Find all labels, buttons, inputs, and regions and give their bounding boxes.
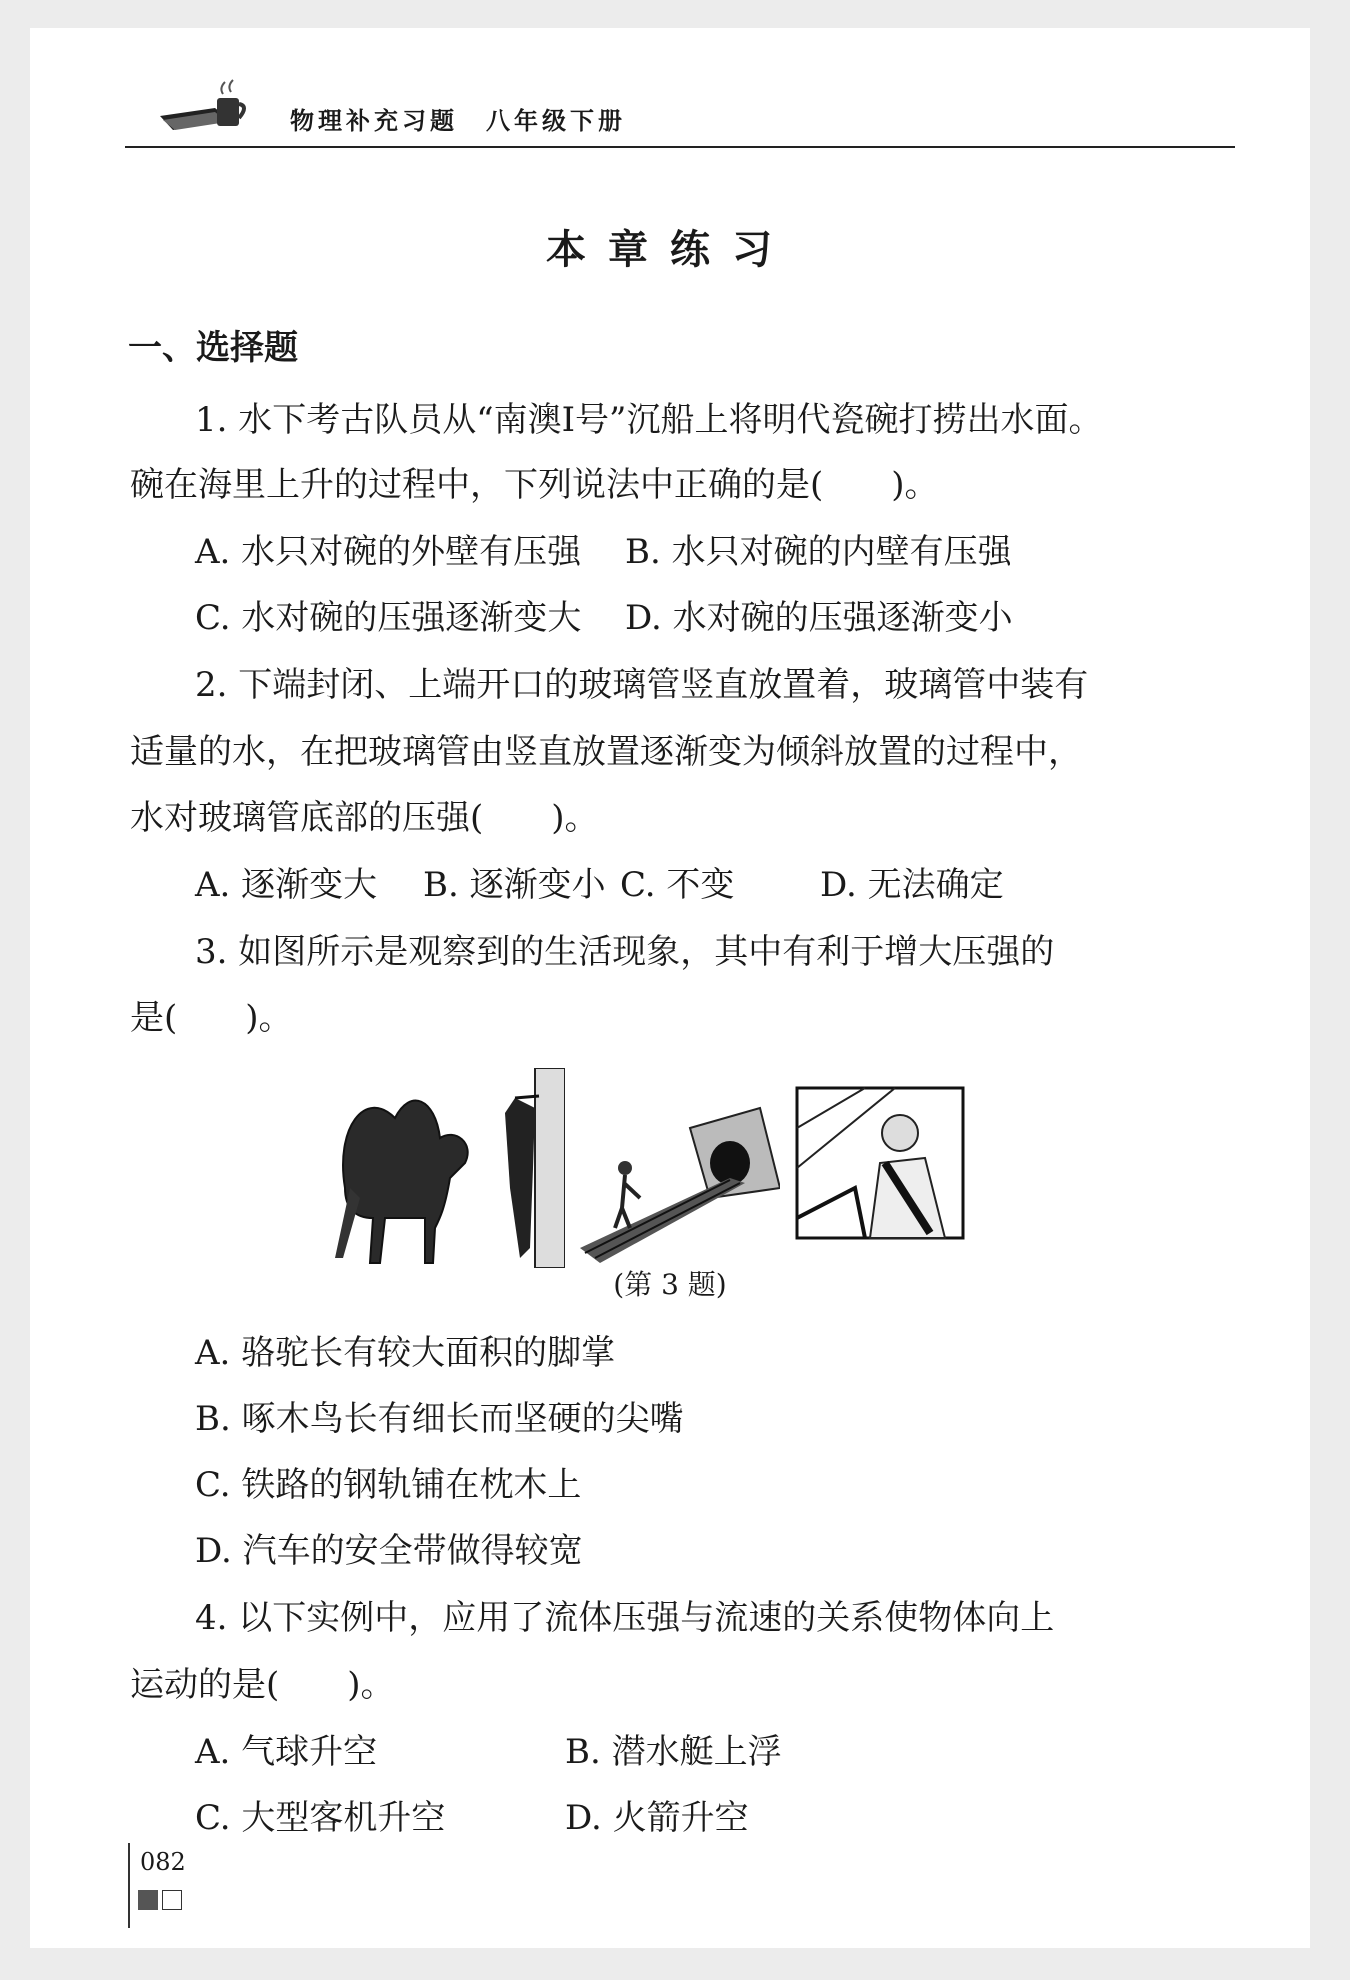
q3-option-a: A. 骆驼长有较大面积的脚掌 (195, 1333, 616, 1373)
q4-option-a: A. 气球升空 (195, 1732, 378, 1772)
q2-stem-line3: 水对玻璃管底部的压强( )。 (130, 798, 599, 838)
page-header (125, 73, 1235, 148)
q1-stem-line2: 碗在海里上升的过程中，下列说法中正确的是( )。 (130, 465, 939, 505)
book-cup-logo-icon (155, 78, 265, 138)
section-heading: 一、选择题 (128, 328, 298, 368)
q2-option-b: B. 逐渐变小 (423, 865, 606, 905)
page-number: 082 (140, 1848, 186, 1876)
q3-figure-caption: (第 3 题) (613, 1268, 727, 1301)
header-title: 物理补充习题 八年级下册 (290, 107, 626, 135)
q2-stem-line1: 2. 下端封闭、上端开口的玻璃管竖直放置着，玻璃管中装有 (195, 665, 1089, 705)
q2-option-c: C. 不变 (620, 865, 735, 905)
page-number-bar (128, 1843, 130, 1928)
q1-option-b: B. 水只对碗的内壁有压强 (625, 532, 1012, 572)
q1-stem-line1: 1. 水下考古队员从“南澳Ⅰ号”沉船上将明代瓷碗打捞出水面。 (195, 400, 1103, 440)
q3-figure-row (325, 1068, 1065, 1268)
filled-square-icon (138, 1890, 158, 1910)
q1-option-c: C. 水对碗的压强逐渐变大 (195, 598, 582, 638)
car-seatbelt-illustration (795, 1068, 965, 1268)
q4-option-b: B. 潜水艇上浮 (565, 1732, 782, 1772)
page (30, 28, 1310, 1948)
q4-stem-line2: 运动的是( )。 (130, 1665, 395, 1705)
woodpecker-illustration (495, 1068, 565, 1268)
q3-option-d: D. 汽车的安全带做得较宽 (195, 1531, 583, 1571)
q1-option-a: A. 水只对碗的外壁有压强 (195, 532, 582, 572)
q3-stem-line2: 是( )。 (130, 998, 293, 1038)
empty-square-icon (162, 1890, 182, 1910)
q4-stem-line1: 4. 以下实例中，应用了流体压强与流速的关系使物体向上 (195, 1598, 1055, 1638)
camel-illustration (325, 1068, 485, 1268)
q2-option-a: A. 逐渐变大 (195, 865, 378, 905)
chapter-title: 本章练习 (546, 227, 794, 273)
q2-option-d: D. 无法确定 (820, 865, 1004, 905)
q3-option-b: B. 啄木鸟长有细长而坚硬的尖嘴 (195, 1399, 684, 1439)
q3-option-c: C. 铁路的钢轨铺在枕木上 (195, 1465, 582, 1505)
q4-option-d: D. 火箭升空 (565, 1798, 749, 1838)
q3-stem-line1: 3. 如图所示是观察到的生活现象，其中有利于增大压强的 (195, 932, 1055, 972)
header-divider (125, 146, 1235, 148)
q4-option-c: C. 大型客机升空 (195, 1798, 446, 1838)
q1-option-d: D. 水对碗的压强逐渐变小 (625, 598, 1013, 638)
railway-tunnel-illustration (580, 1068, 780, 1268)
q2-stem-line2: 适量的水，在把玻璃管由竖直放置逐渐变为倾斜放置的过程中， (130, 732, 1082, 772)
